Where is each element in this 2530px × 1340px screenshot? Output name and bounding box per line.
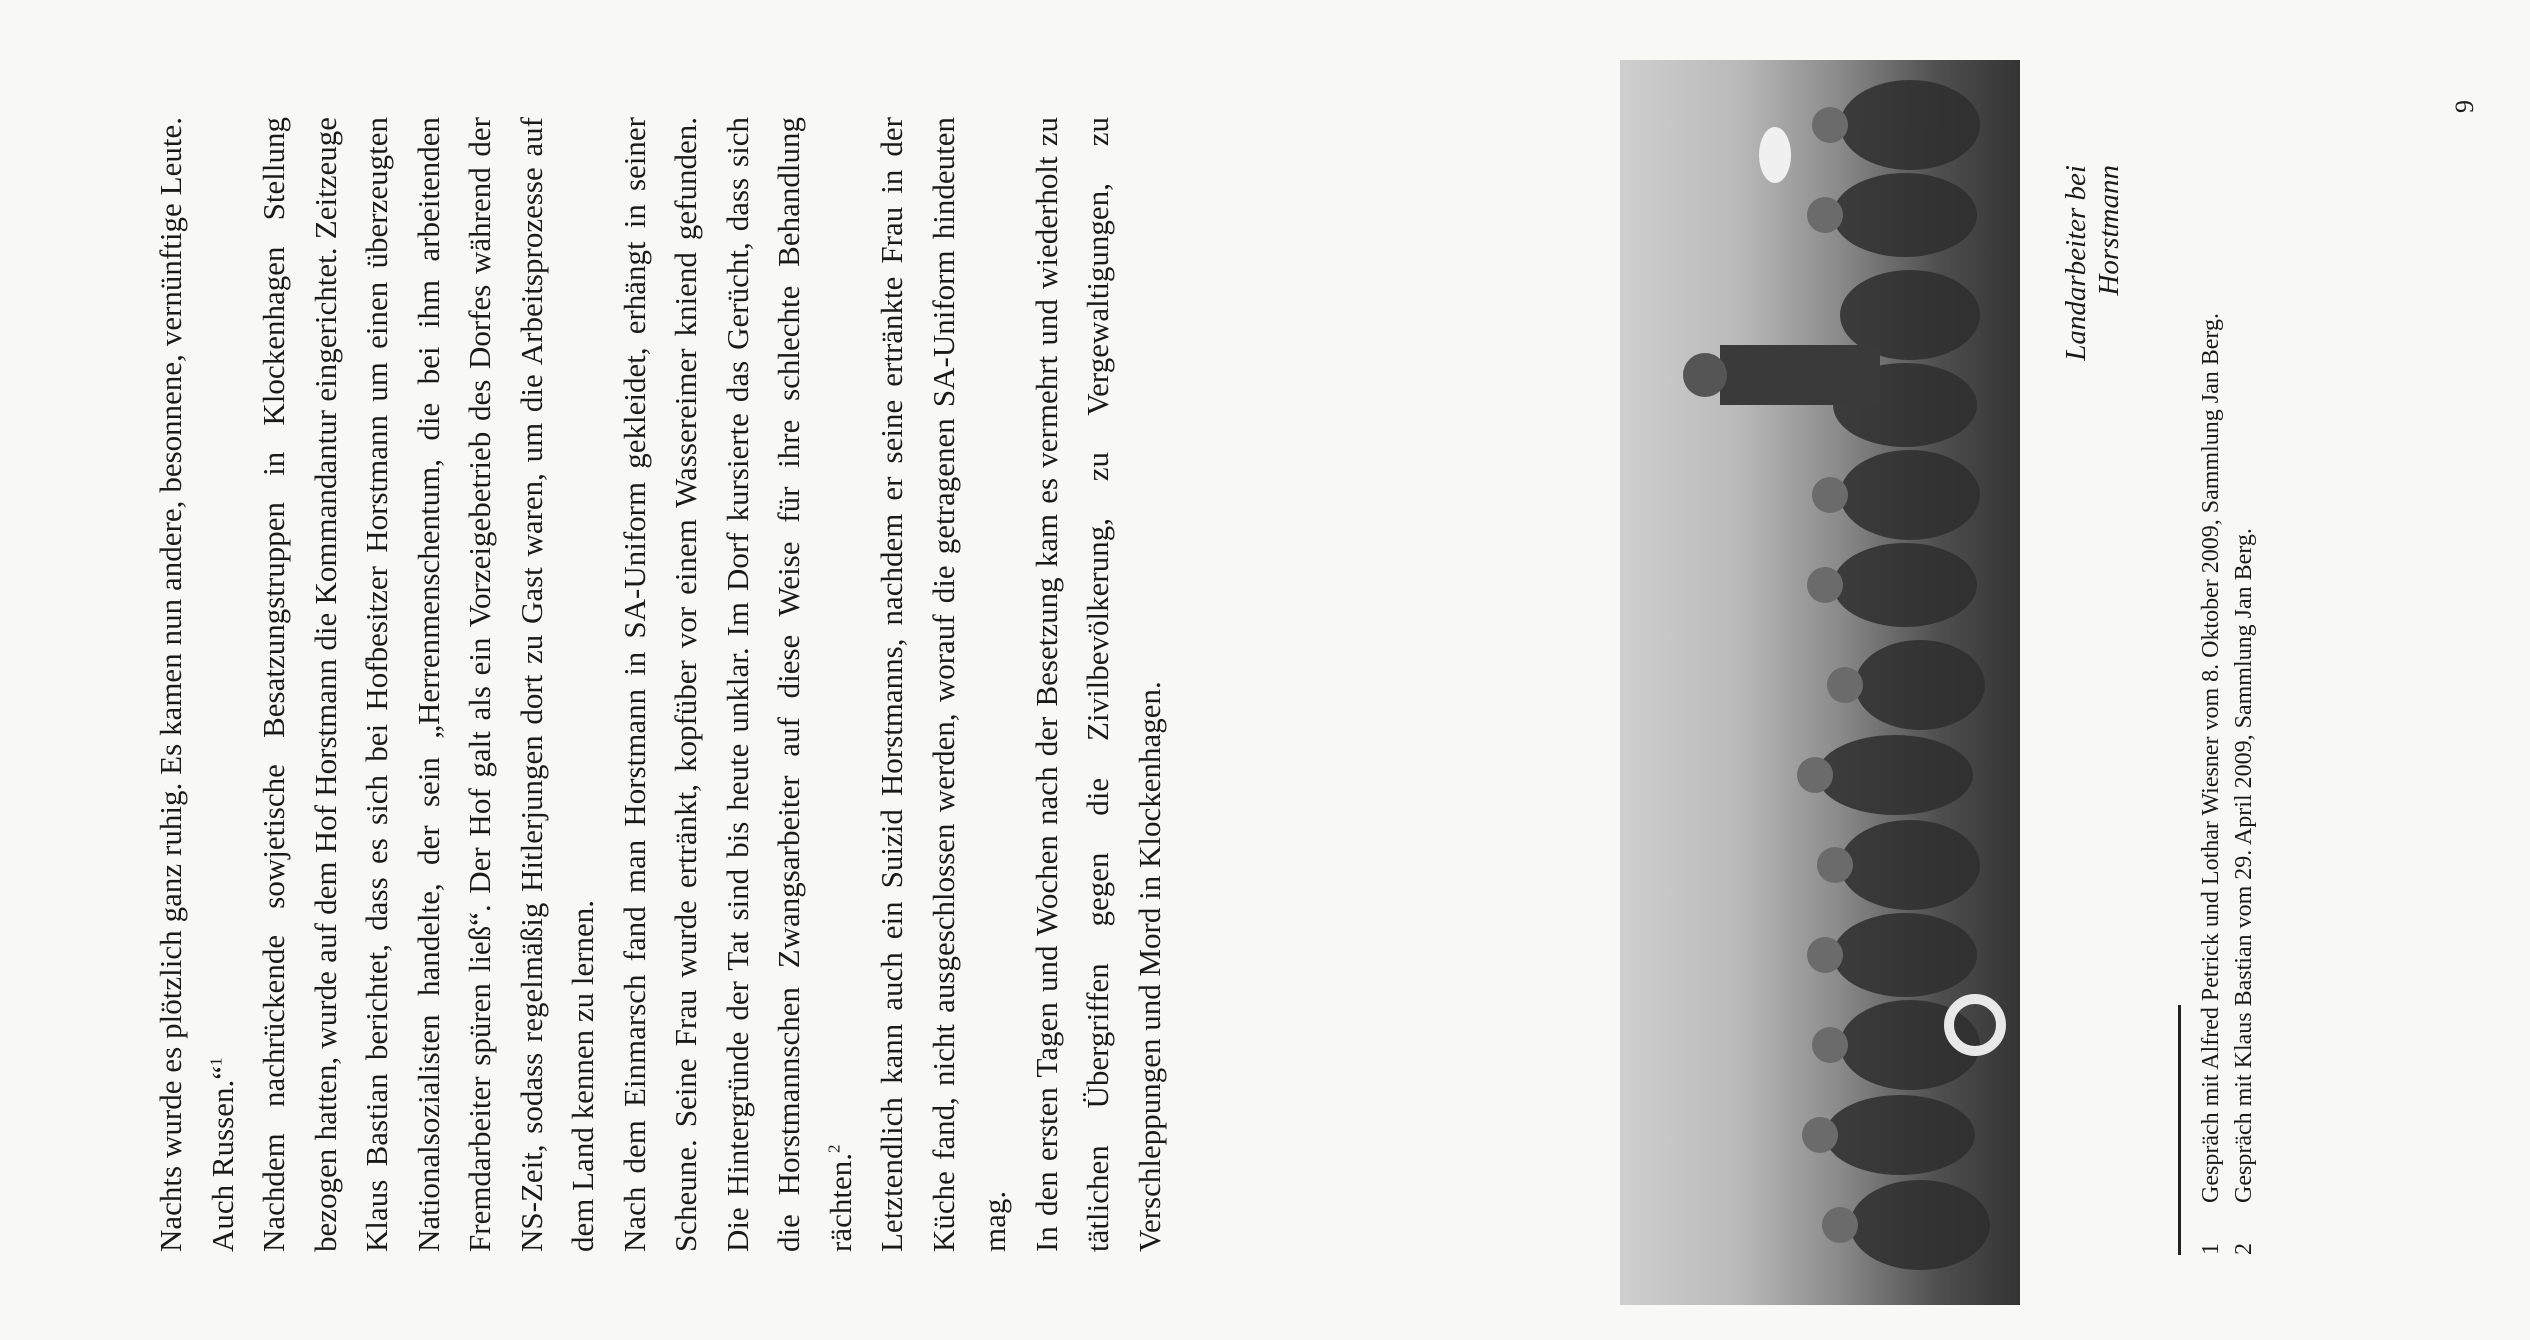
footnote-1 (2195, 55, 2228, 1255)
footnote-text: Gespräch mit Klaus Bastian vom 29. April 2009, Sammlung Jan Berg. (2231, 528, 2257, 1203)
footnote-number: 2 (2231, 1243, 2257, 1255)
footnote-ref-2: 2 (824, 1144, 844, 1154)
paragraph-5: In den ersten Tagen und Wochen nach der Besetzung kam es vermehrt und wiederholt zu tätlichen Übergriffen gegen die Zivilbevölkerung, zu Vergewaltigungen, zu Verschleppungen und Mord in Klockenhagen. (1028, 117, 1167, 1252)
footnote-2 (2228, 55, 2261, 1255)
footnote-divider (2178, 1005, 2181, 1255)
photo-illustration (1620, 60, 2020, 1305)
paragraph-1: Nachts wurde es plötzlich ganz ruhig. Es kamen nun andere, besonnene, vernünftige Leute. Auch Russen.“$^1$ (153, 117, 240, 1252)
footnotes (2195, 55, 2261, 1255)
photo-farm-workers (1620, 60, 2020, 1305)
paragraph-4: Letztendlich kann auch ein Suizid Horstmanns, nachdem er seine ertränkte Frau in der Küche fand, nicht ausgeschlossen werden, worauf die getragenen SA-Uniform hindeuten mag. (874, 117, 1012, 1252)
footnote-text: Gespräch mit Alfred Petrick und Lothar Wiesner vom 8. Oktober 2009, Sammlung Jan Berg. (2198, 313, 2224, 1203)
paragraph-3: Nach dem Einmarsch fand man Horstmann in SA-Uniform gekleidet, erhängt in seiner Scheune. Seine Frau wurde ertränkt, kopfüber vor einem Wassereimer kniend gefunden. Die Hintergründe der Tat sind bis heute unklar. Im Dorf kursierte das Gerücht, dass sich die Horstmannschen Zwangsarbeiter auf diese Weise für ihre schlechte Behandlung rächten.$^2$ (616, 117, 858, 1252)
page-number: 9 (2450, 100, 2479, 113)
body-text (145, 117, 1175, 1252)
footnote-ref-1: 1 (206, 1057, 226, 1067)
photo-caption: Landarbeiter bei Horstmann (2060, 165, 2125, 361)
footnote-number: 1 (2198, 1243, 2224, 1255)
paragraph-2: Nachdem nachrückende sowjetische Besatzungstruppen in Klockenhagen Stellung bezogen hatten, wurde auf dem Hof Horstmann die Kommandantur eingerichtet. Zeitzeuge Klaus Bastian berichtet, dass es sich bei Hofbesitzer Horstmann um einen überzeugten Nationalsozialisten handelte, der sein „Herrenmenschentum, die bei ihm arbeitenden Fremdarbeiter spüren ließ“. Der Hof galt als ein Vorzeigebetrieb des Dorfes während der NS-Zeit, sodass regelmäßig Hitlerjungen dort zu Gast waren, um die Arbeitsprozesse auf dem Land kennen zu lernen. (256, 117, 600, 1252)
